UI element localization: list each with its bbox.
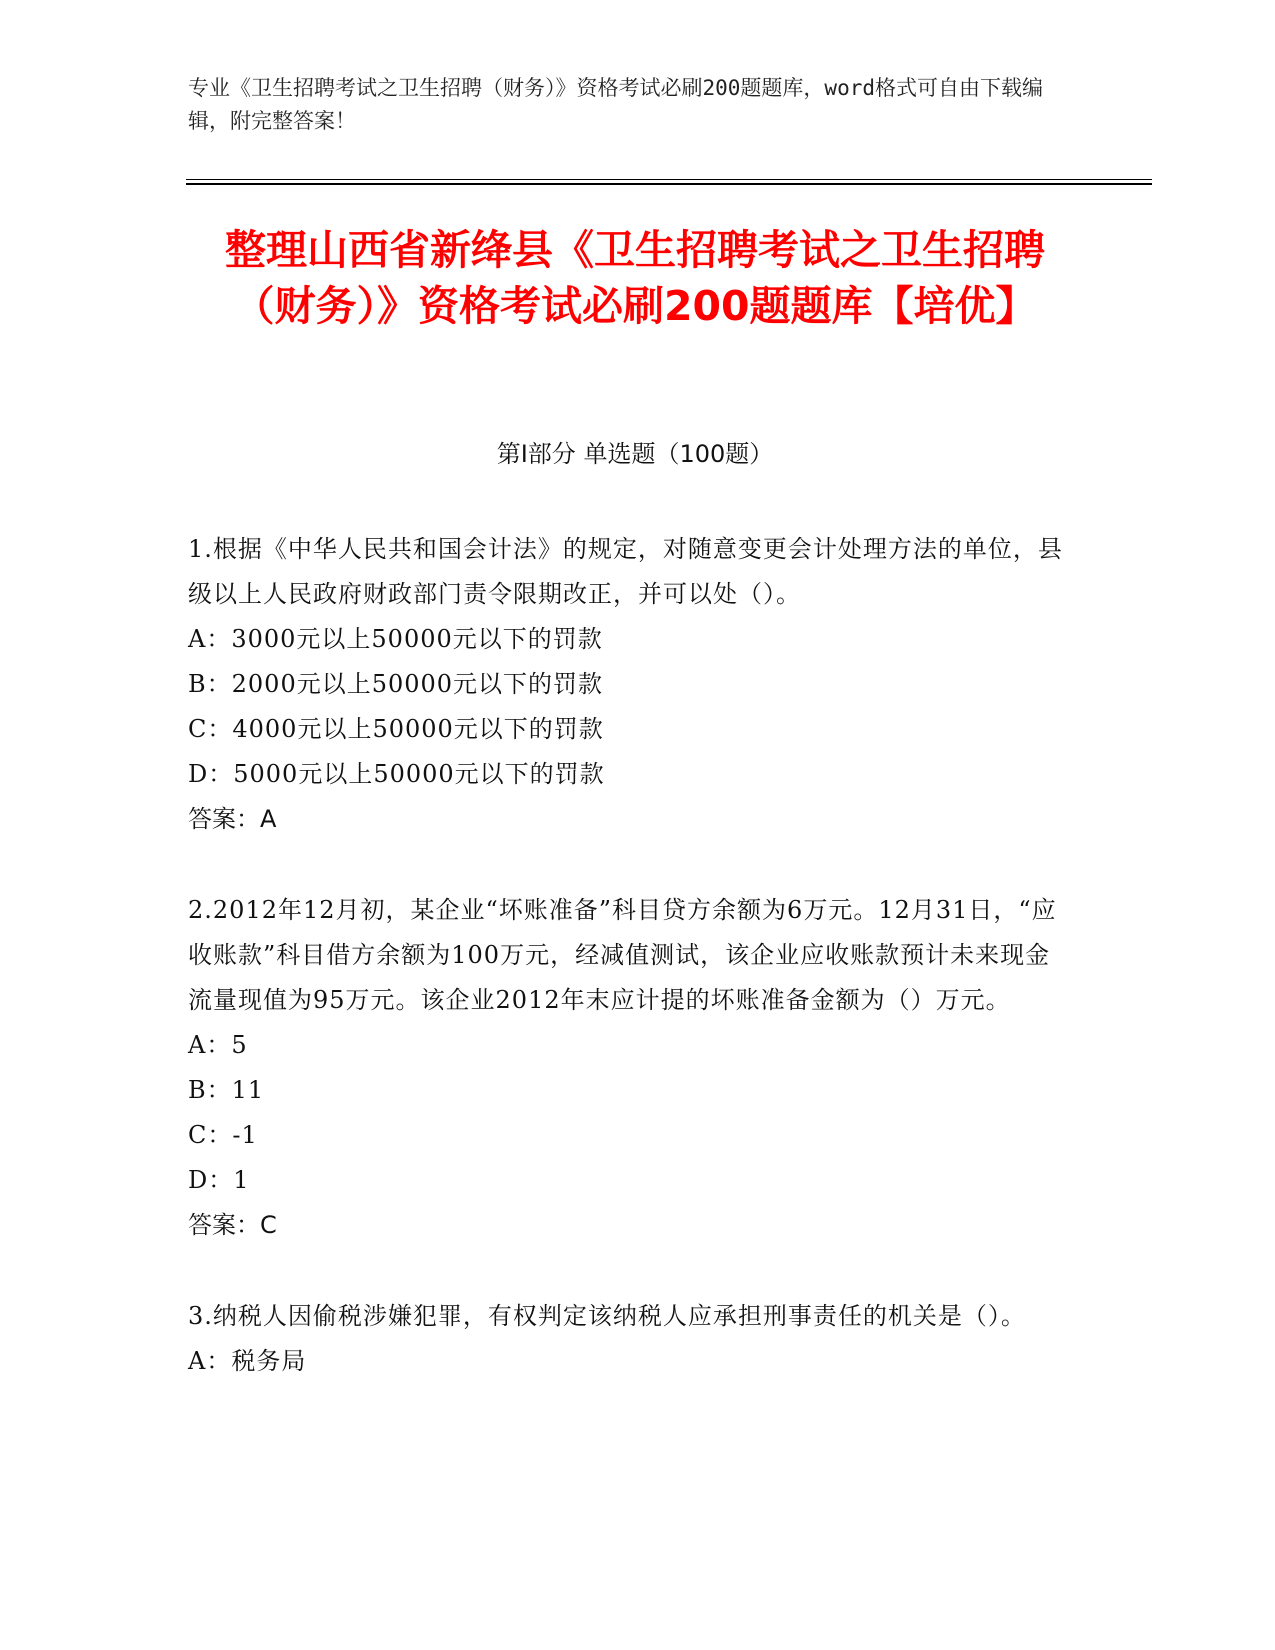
section-heading: 第I部分 单选题（100题）: [496, 440, 774, 468]
document-header: 专业《卫生招聘考试之卫生招聘（财务）》资格考试必刷200题题库，word格式可自由下载编辑，附完整答案！: [188, 76, 1043, 133]
question-2: [188, 888, 1068, 1248]
question-3: [188, 1294, 1068, 1384]
option-a: A：3000元以上50000元以下的罚款: [188, 625, 603, 653]
option-b: B：11: [188, 1076, 265, 1104]
question-text: 3.纳税人因偷税涉嫌犯罪，有权判定该纳税人应承担刑事责任的机关是（）。: [188, 1302, 1026, 1330]
header-rule-thin: [186, 179, 1152, 180]
question-text: 2.2012年12月初，某企业“坏账准备”科目贷方余额为6万元。12月31日，“应收账款”科目借方余额为100万元，经减值测试，该企业应收账款预计未来现金流量现值为95万元。该企业2012年末应计提的坏账准备金额为（）万元。: [188, 896, 1057, 1014]
answer: 答案：A: [188, 805, 277, 833]
option-d: D：1: [188, 1166, 250, 1194]
question-text: 1.根据《中华人民共和国会计法》的规定，对随意变更会计处理方法的单位，县级以上人民政府财政部门责令限期改正，并可以处（）。: [188, 535, 1063, 608]
answer: 答案：C: [188, 1211, 277, 1239]
question-1: [188, 527, 1068, 842]
option-b: B：2000元以上50000元以下的罚款: [188, 670, 604, 698]
option-d: D：5000元以上50000元以下的罚款: [188, 760, 605, 788]
option-a: A：税务局: [188, 1347, 307, 1375]
question-list: [188, 527, 1068, 1430]
option-a: A：5: [188, 1031, 248, 1059]
option-c: C：-1: [188, 1121, 258, 1149]
option-c: C：4000元以上50000元以下的罚款: [188, 715, 604, 743]
document-title: 整理山西省新绛县《卫生招聘考试之卫生招聘（财务）》资格考试必刷200题题库【培优】: [225, 226, 1045, 330]
header-rule-thick: [186, 183, 1152, 185]
